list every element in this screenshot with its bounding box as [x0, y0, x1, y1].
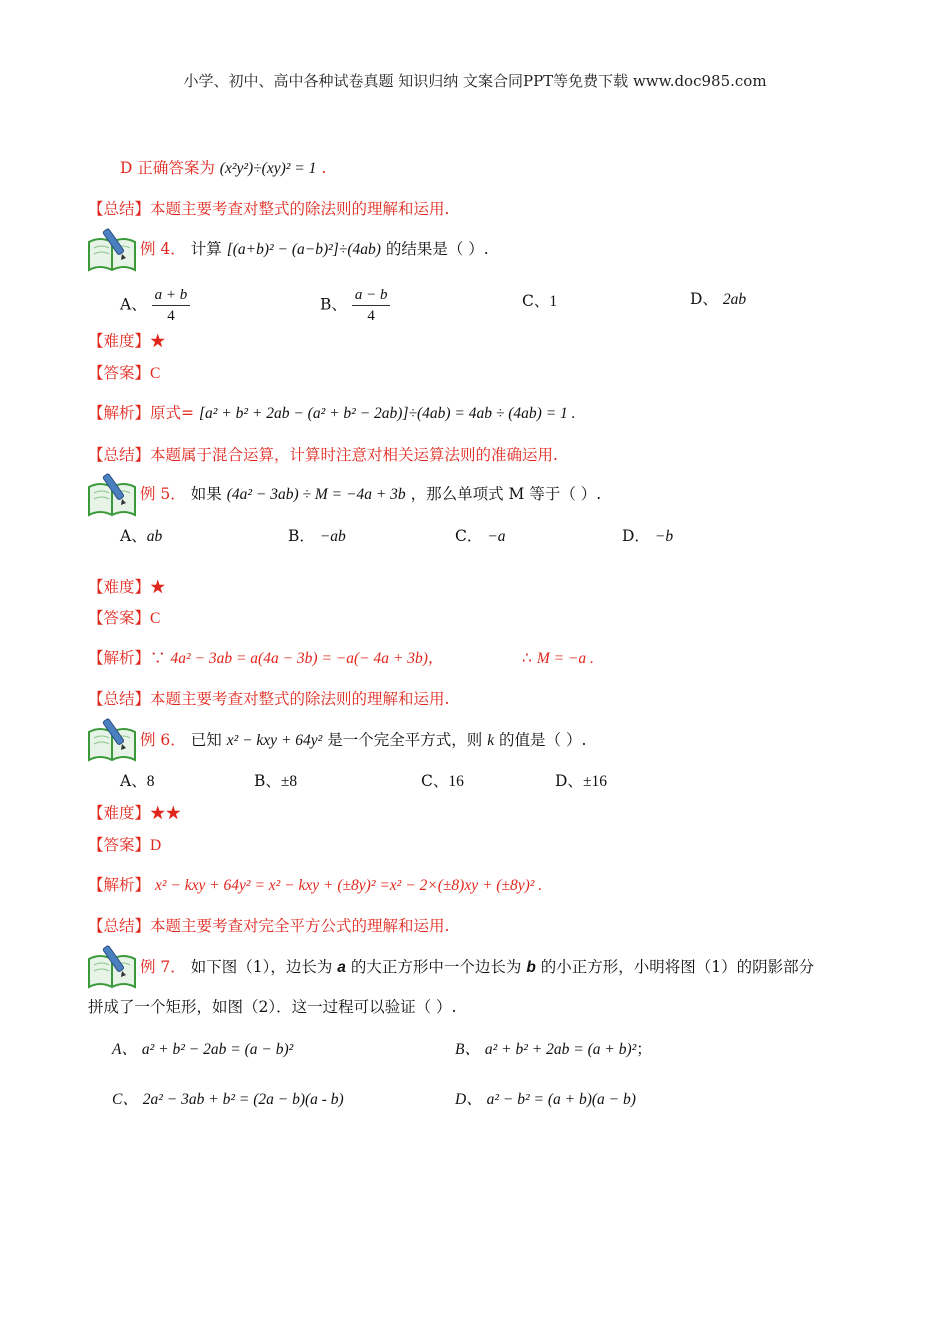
option-c-value: −a	[487, 528, 506, 545]
difficulty-tag: 【难度】	[88, 804, 151, 822]
ex6-summary	[88, 915, 449, 937]
ex7-option-a	[112, 1038, 293, 1061]
ex6-option-b	[254, 770, 297, 793]
answer-expression: (x²y²)÷(xy)² = 1	[219, 160, 317, 177]
example-5-suffix: ，那么单项式 M 等于（ ）.	[410, 485, 602, 503]
difficulty-tag: 【难度】	[88, 332, 151, 350]
option-a-label: A、	[120, 295, 147, 314]
ex6-option-d	[555, 770, 607, 793]
difficulty-stars: ★	[150, 332, 166, 350]
option-a-value: ab	[146, 528, 163, 545]
option-a-label: A、	[120, 527, 147, 545]
option-b-denominator: 4	[367, 308, 375, 324]
option-d-label: D、	[555, 772, 583, 790]
summary-tag: 【总结】	[88, 690, 151, 708]
example-7-var-b: b	[526, 959, 536, 976]
ex4-option-a	[120, 285, 190, 326]
answer-period: .	[321, 159, 327, 177]
ex5-difficulty	[88, 576, 166, 598]
summary-text: 本题主要考查对整式的除法则的理解和运用.	[150, 200, 450, 218]
ex6-option-c	[421, 770, 464, 793]
option-c-value: 16	[448, 773, 464, 790]
option-a-value: a² + b² − 2ab = (a − b)²	[141, 1041, 294, 1058]
answer-tag: 【答案】	[88, 364, 151, 382]
example-4-expression: [(a+b)² − (a−b)²]÷(4ab)	[226, 241, 381, 258]
page-header: 小学、初中、高中各种试卷真题 知识归纳 文案合同PPT等免费下载 www.doc985.com	[183, 72, 767, 90]
analysis-expression: 4a² − 3ab = a(4a − 3b) = −a(− 4a + 3b)，	[170, 650, 444, 667]
option-b-label: B、	[320, 295, 347, 314]
answer-tag: 【答案】	[88, 609, 151, 627]
ex7-option-d	[455, 1088, 636, 1111]
example-5-expression: (4a² − 3ab) ÷ M = −4a + 3b	[226, 486, 406, 503]
example-7-text-a: 如下图（1），边长为	[190, 958, 333, 976]
example-7-label: 例 7．	[140, 958, 186, 976]
ex6-option-a	[120, 770, 154, 793]
book-icon	[86, 473, 138, 519]
example-7-question-line1	[140, 956, 814, 979]
ex4-answer	[88, 362, 160, 385]
option-d-label: D、	[690, 290, 718, 308]
ex4-difficulty	[88, 330, 166, 352]
ex4-summary	[88, 444, 558, 466]
ex4-analysis	[88, 402, 576, 425]
answer-value: D	[150, 837, 162, 854]
option-d-value: −b	[654, 528, 674, 545]
ex5-summary	[88, 688, 449, 710]
example-4-question	[140, 238, 489, 261]
example-7-text-c: 的小正方形，小明将图（1）的阴影部分	[540, 958, 815, 976]
book-icon	[86, 718, 138, 764]
example-6-expression: x² − kxy + 64y²	[226, 732, 323, 749]
example-4-prefix: 计算	[190, 240, 222, 258]
answer-value: C	[150, 610, 161, 627]
option-c-label: C、	[522, 292, 550, 310]
example-4-label: 例 4．	[140, 240, 186, 258]
ex4-option-b	[320, 285, 390, 326]
option-a-label: A、	[120, 772, 147, 790]
summary-text: 本题主要考查对完全平方公式的理解和运用.	[150, 917, 450, 935]
answer-line	[120, 157, 326, 180]
analysis-prefix: 原式=	[150, 404, 195, 422]
example-4-suffix: 的结果是（ ）.	[385, 240, 489, 258]
ex5-analysis	[88, 647, 443, 670]
option-d-value: ±16	[582, 773, 607, 790]
example-5-label: 例 5．	[140, 485, 186, 503]
ex5-option-c	[455, 525, 506, 548]
option-b-value: a² + b² + 2ab = (a + b)²	[484, 1041, 637, 1058]
example-7-text-b: 的大正方形中一个边长为	[350, 958, 522, 976]
example-6-label: 例 6．	[140, 731, 186, 749]
option-c-label: C、	[112, 1091, 138, 1108]
option-a-label: A、	[112, 1041, 137, 1058]
ex5-conclusion	[522, 647, 594, 670]
ex5-answer	[88, 607, 160, 630]
example-6-question	[140, 729, 586, 752]
answer-tag: 【答案】	[88, 836, 151, 854]
example-7-question-line2: 拼成了一个矩形，如图（2）．这一过程可以验证（ ）.	[88, 998, 457, 1016]
option-d-value: a² − b² = (a + b)(a − b)	[486, 1091, 636, 1108]
option-a-value: 8	[146, 773, 155, 790]
option-c-value: 1	[549, 293, 558, 310]
example-6-suffix: 的值是（ ）.	[499, 731, 587, 749]
option-b-label: B、	[254, 772, 281, 790]
option-a-denominator: 4	[167, 308, 175, 324]
answer-prefix: D 正确答案为	[120, 159, 215, 177]
option-b-label: B．	[288, 527, 315, 545]
option-b-tail: ；	[636, 1040, 652, 1058]
option-a-fraction	[152, 285, 191, 326]
therefore-symbol: ∴	[522, 649, 532, 667]
example-6-prefix: 已知	[190, 731, 222, 749]
option-c-label: C．	[455, 527, 483, 545]
ex7-option-b	[455, 1038, 652, 1061]
ex6-difficulty	[88, 802, 181, 824]
summary-text: 本题属于混合运算，计算时注意对相关运算法则的准确运用.	[150, 446, 558, 464]
option-c-label: C、	[421, 772, 449, 790]
summary-text: 本题主要考查对整式的除法则的理解和运用.	[150, 690, 450, 708]
example-6-k: k	[487, 732, 495, 749]
example-5-question	[140, 483, 601, 506]
option-b-value: ±8	[280, 773, 298, 790]
example-7-var-a: a	[337, 959, 346, 976]
option-d-value: 2ab	[722, 291, 747, 308]
option-b-label: B、	[455, 1041, 480, 1058]
difficulty-tag: 【难度】	[88, 578, 151, 596]
analysis-tag: 【解析】	[88, 404, 151, 422]
analysis-tag: 【解析】	[88, 876, 151, 894]
example-6-mid: 是一个完全平方式，则	[327, 731, 483, 749]
option-b-value: −ab	[319, 528, 346, 545]
option-d-label: D．	[622, 527, 650, 545]
summary-tag: 【总结】	[88, 446, 151, 464]
ex6-answer	[88, 834, 161, 857]
option-a-numerator: a + b	[152, 285, 191, 306]
option-c-value: 2a² − 3ab + b² = (2a − b)(a - b)	[142, 1091, 344, 1108]
ex7-option-c	[112, 1088, 344, 1111]
book-icon	[86, 945, 138, 991]
ex5-option-b	[288, 525, 346, 548]
option-d-label: D、	[455, 1091, 482, 1108]
answer-value: C	[150, 365, 161, 382]
ex4-option-c	[522, 290, 557, 313]
option-b-numerator: a − b	[352, 285, 391, 306]
conclusion-expression: M = −a .	[536, 650, 594, 667]
ex6-analysis	[88, 874, 542, 897]
difficulty-stars: ★	[150, 578, 166, 596]
analysis-tag: 【解析】	[88, 649, 151, 667]
analysis-expression: [a² + b² + 2ab − (a² + b² − 2ab)]÷(4ab) = 4ab ÷ (4ab) = 1 .	[198, 405, 576, 422]
ex4-option-d	[690, 288, 746, 311]
analysis-expression: x² − kxy + 64y² = x² − kxy + (±8y)² =x² − 2×(±8)xy + (±8y)² .	[154, 877, 543, 894]
summary-line	[88, 198, 449, 220]
difficulty-stars: ★★	[150, 804, 182, 822]
summary-tag: 【总结】	[88, 200, 151, 218]
ex5-option-d	[622, 525, 673, 548]
because-symbol: ∵	[150, 649, 166, 667]
book-icon	[86, 228, 138, 274]
summary-tag: 【总结】	[88, 917, 151, 935]
example-5-prefix: 如果	[190, 485, 222, 503]
ex5-option-a	[120, 525, 162, 548]
option-b-fraction	[352, 285, 391, 326]
